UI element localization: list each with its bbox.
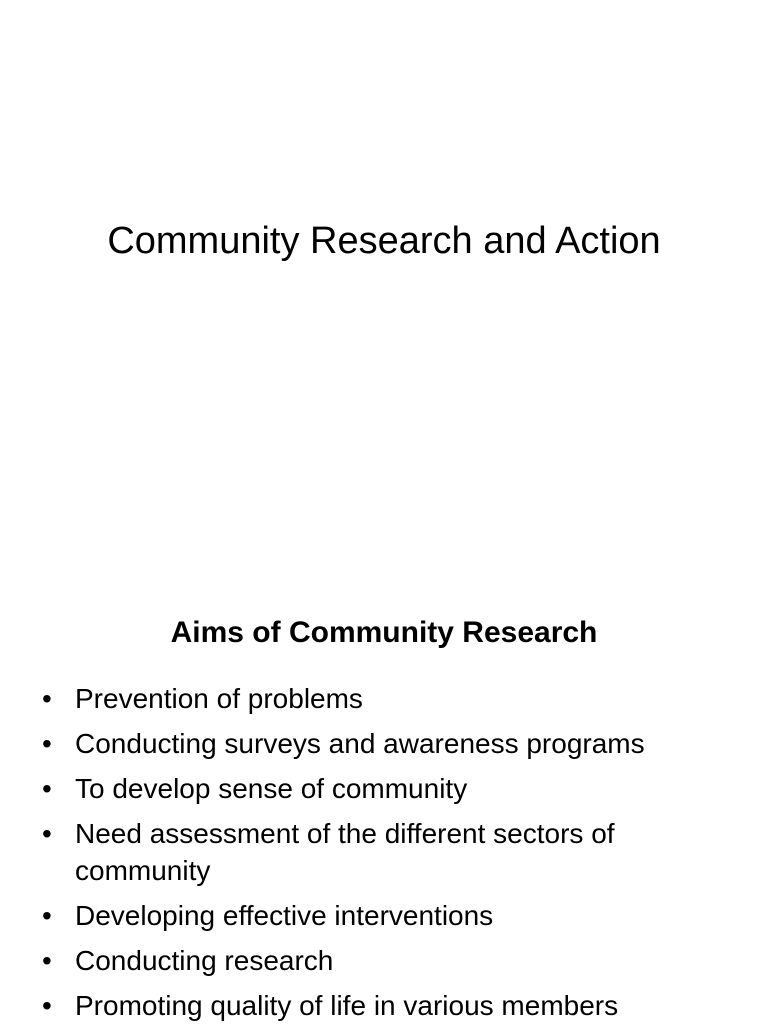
list-item bbox=[42, 770, 742, 807]
slide-heading: Aims of Community Research bbox=[170, 616, 598, 649]
bullet-icon: • bbox=[42, 773, 52, 804]
list-item-text: Developing effective interventions bbox=[75, 900, 494, 931]
bullet-icon: • bbox=[42, 683, 52, 714]
bullet-list bbox=[42, 680, 742, 1032]
bullet-icon: • bbox=[42, 990, 52, 1021]
list-item bbox=[42, 725, 742, 762]
bullet-icon: • bbox=[42, 945, 52, 976]
list-item bbox=[42, 815, 742, 889]
list-item bbox=[42, 897, 742, 934]
list-item-text: Need assessment of the different sectors of community bbox=[75, 818, 615, 886]
list-item bbox=[42, 942, 742, 979]
list-item-text: Promoting quality of life in various members bbox=[75, 990, 619, 1021]
list-item-text: To develop sense of community bbox=[75, 773, 468, 804]
list-item bbox=[42, 987, 742, 1024]
content-slide bbox=[0, 576, 768, 1024]
list-item-text: Prevention of problems bbox=[75, 683, 363, 714]
list-item bbox=[42, 680, 742, 717]
bullet-icon: • bbox=[42, 900, 52, 931]
bullet-icon: • bbox=[42, 728, 52, 759]
list-item-text: Conducting surveys and awareness programs bbox=[75, 728, 645, 759]
list-item-text: Conducting research bbox=[75, 945, 334, 976]
slide-title: Community Research and Action bbox=[107, 220, 661, 262]
bullet-icon: • bbox=[42, 818, 52, 849]
